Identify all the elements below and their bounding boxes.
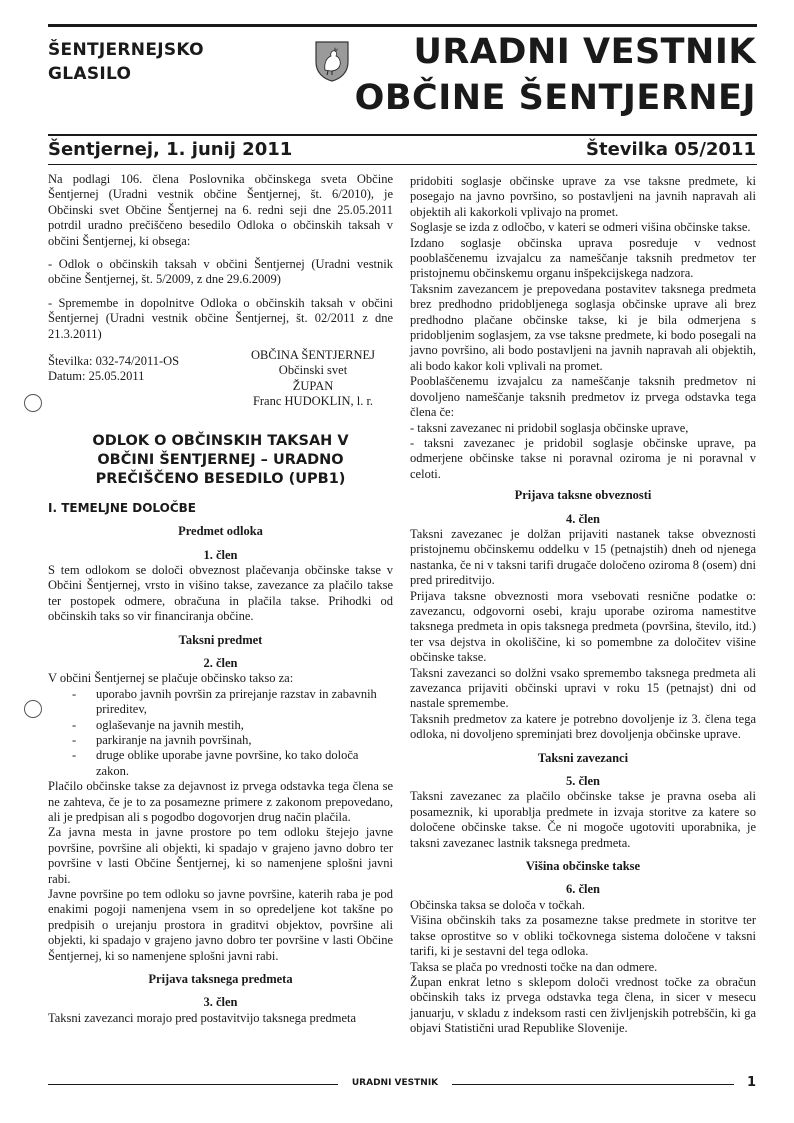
newsletter-name-line2: GLASILO (48, 64, 132, 84)
document-title: ODLOK O OBČINSKIH TAKSAH V OBČINI ŠENTJERNEJ – URADNO PREČIŠČENO BESEDILO (UPB1) (92, 432, 349, 487)
source-item: - Odlok o občinskih taksah v občini Šentjernej (Uradni vestnik občine Šentjernej, št. 5/2009, z dne 29.6.2009) (48, 257, 393, 287)
article-text: V občini Šentjernej se plačuje občinsko takso za: (48, 671, 294, 686)
footer-rule-right (452, 1084, 734, 1085)
article-text: Taksni zavezanec za plačilo občinske takse je pravna oseba ali posameznik, ki uporablja predmete in izvaja storitve za katere so določene občinske takse. Če ni mogoče ugotoviti uporabnika, je taksni zavezanec lastnik taksnega predmeta. (410, 789, 756, 850)
article-number: 3. člen (203, 995, 238, 1010)
source-item: - Spremembe in dopolnitve Odloka o občinskih taksah v občini Šentjernej (Uradni vestnik občine Šentjernej, št. 02/2011 z dne 21.3.2011) (48, 295, 393, 341)
section-heading: Predmet odloka (178, 524, 263, 539)
article-text: - taksni zavezanec ni pridobil soglasja občinske uprave, (410, 420, 689, 435)
article-number: 2. člen (203, 655, 238, 670)
article-text: pridobiti soglasje občinske uprave za vse taksne predmete, ki posegajo na javno površino, so postavljeni na javnih napravah ali objektih ali kakorkoli vplivajo na promet. (410, 174, 756, 219)
newsletter-name (48, 38, 204, 86)
list-item: - parkiranje na javnih površinah, (72, 733, 393, 748)
article-number: 6. člen (565, 882, 601, 897)
article-text: - taksni zavezanec je pridobil soglasje občinske uprave, pa odmerjene občinske takse ni poravnal oziroma je ni poravnal v celoti. (410, 435, 756, 481)
article-text: Taksnim zavezancem je prepovedana postavitev taksnega predmeta brez predhodno pridobljenega soglasja občinske uprave ali brez predhodno plačane občinske takse, ki je bila odmerjena s pridobljenim soglasjem, za vse taksne predmete, ki bodo posegali na javno površino, ali bodo postavljeni na javnih napravah ali objektih, ali bodo kakor koli vplivali na promet. (410, 281, 756, 373)
issue-number: Številka 05/2011 (586, 139, 756, 160)
signature-council: Občinski svet (278, 363, 348, 378)
signature-role: ŽUPAN (292, 378, 334, 393)
left-column (48, 172, 393, 1026)
punch-hole (24, 700, 42, 718)
newsletter-name-line1: ŠENTJERNEJSKO (48, 40, 204, 60)
section-heading: Prijava taksne obveznosti (514, 488, 652, 503)
article-text: Pooblaščenemu izvajalcu za nameščanje taksnih predmetov ni dovoljeno nameščanje taksnih predmetov iz prvega odstavka tega člena če: (410, 374, 756, 420)
section-heading: Taksni predmet (178, 632, 263, 647)
article-text: Soglasje se izda z odločbo, v kateri se odmeri višina občinske takse. (410, 220, 751, 235)
section-heading: Taksni zavezanci (537, 750, 629, 765)
punch-hole (24, 394, 42, 412)
article-text: Taksni zavezanci morajo pred postavitvijo taksnega predmeta (48, 1010, 357, 1025)
signature-name: Franc HUDOKLIN, l. r. (252, 394, 374, 409)
document-number: Številka: 032-74/2011-OS (48, 354, 180, 369)
article-text: Za javna mesta in javne prostore po tem odloku štejejo javne površine, površine ali objekti, ki spadajo v grajeno javno dobro ter površine v lasti Občine Šentjernej, ki so namenjene splošni javni rabi. (48, 825, 393, 886)
article-text: Taksnih predmetov za katere je potrebno dovoljenje iz 3. člena tega odloka, ni dovoljeno spreminjati brez dovoljenja občinske uprave. (410, 711, 756, 742)
list-item: - druge oblike uporabe javne površine, ko tako določa zakon. (72, 748, 393, 779)
article-text: Taksni zavezanec je dolžan prijaviti nastanek takse obveznosti pristojnemu občinskemu oddelku v 15 (petnajstih) dneh od njenega nastanka, če ni v taksni tarifi drugače določeno oziroma 8 (osem) dni pred prireditvijo. (410, 526, 756, 588)
footer-rule-left (48, 1084, 338, 1085)
right-column (410, 174, 756, 1037)
chapter-heading: I. TEMELJNE DOLOČBE (48, 500, 196, 515)
article-text: Taksni zavezanci so dolžni vsako spremembo taksnega predmeta ali zavezanca prijaviti občinski upravi v roku 15 (petnajst) dni od nastale spremembe. (410, 665, 756, 711)
intro-paragraph: Na podlagi 106. člena Poslovnika občinskega sveta Občine Šentjernej (Uradni vestnik občine Šentjernej, št. 6/2010), je Občinski svet Občine Šentjernej na 6. redni seji dne 25.05.2011 potrdil uradno prečiščeno besedilo Odloka o občinskih taksah v občini Šentjernej, ki obsega: (48, 172, 393, 248)
list-item: - uporabo javnih površin za prirejanje razstav in zabavnih prireditev, (72, 687, 393, 718)
article-number: 5. člen (565, 774, 601, 789)
coat-of-arms-rooster-icon (314, 40, 350, 82)
article-number: 4. člen (565, 511, 601, 526)
article-text: S tem odlokom se določi obveznost plačevanja občinske takse v Občini Šentjernej, vrsto in višino takse, zavezance za plačilo takse ter postopek odmere, obračuna in plačila takse. Prihodki od občinskih taks so vir financiranja občine. (48, 562, 393, 624)
article-text: Višina občinskih taks za posamezne takse predmete in storitve ter takse oprostitve so v obliki točkovnega sistema določene v taksni tarifi, ki je sestavni del tega odloka. (410, 913, 756, 959)
header-top-rule (48, 24, 757, 27)
article-text: Taksa se plača po vrednosti točke na dan odmere. (410, 959, 658, 974)
article-text: Župan enkrat letno s sklepom določi vrednost točke za obračun občinskih taks iz prvega odstavka tega člena, in sicer v mesecu januarju, v skladu z indeksom rasti cen življenjskih potrebščin, ki ga objavi Statistični urad Republike Slovenije. (410, 974, 756, 1036)
section-heading: Višina občinske takse (525, 859, 641, 874)
signature-block (48, 348, 393, 410)
masthead-title-line2: OBČINE ŠENTJERNEJ (354, 78, 756, 118)
issue-date: Šentjernej, 1. junij 2011 (48, 139, 293, 160)
article-text: Prijava taksne obveznosti mora vsebovati resnične podatke o: zavezancu, odgovorni osebi, kraju uporabe oziroma namestitve taksnega predmeta in opis taksnega predmeta (površina, število, itd.) ter vsa dejstva in okoliščine, ki so pomembne za določitev višine občinske takse. (410, 588, 756, 665)
document-date: Datum: 25.05.2011 (48, 369, 145, 384)
article-text: Plačilo občinske takse za dejavnost iz prvega odstavka tega člena se ne zahteva, če je to za posamezne primere z zakonom prepovedano, ali je predpisan ali s pogodbo dogovorjen drug način plačila. (48, 779, 393, 824)
article-number: 1. člen (203, 547, 238, 562)
article-text: Javne površine po tem odloku so javne površine, katerih raba je pod enakimi pogoji namenjena vsem in so opredeljene kot takšne po predpisih o urejanju prostora in graditvi objektov, površine ali objekti, ki spadajo v grajeno javno dobro ter površine v lasti Občine Šentjernej, ki so namenjene splošni javni rabi. (48, 887, 393, 963)
article-text: Občinska taksa se določa v točkah. (410, 897, 585, 912)
list-item: - oglaševanje na javnih mestih, (72, 718, 393, 733)
signature-org: OBČINA ŠENTJERNEJ (251, 348, 375, 363)
article-text: Izdano soglasje občinska uprava posreduje v vednost pooblaščenemu izvajalcu za nameščanje taksnih predmetov ter pristojnemu občinskemu organu inšpekcijskega nadzora. (410, 235, 756, 281)
article-list (48, 687, 393, 779)
page-number: 1 (746, 1075, 756, 1090)
footer-label: URADNI VESTNIK (351, 1078, 439, 1088)
masthead-title-line1: URADNI VESTNIK (413, 32, 756, 72)
dateline-divider (48, 164, 757, 165)
section-heading: Prijava taksnega predmeta (148, 972, 293, 987)
